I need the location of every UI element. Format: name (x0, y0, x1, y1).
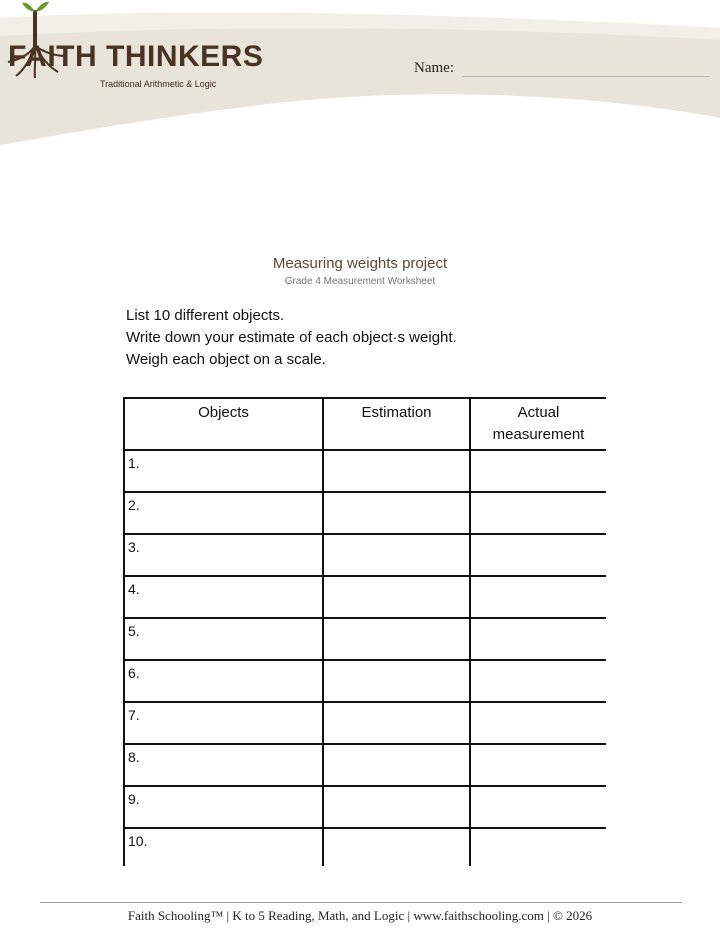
footer-text: Faith Schooling™ | K to 5 Reading, Math, and Logic | www.faithschooling.com | © 2026 (127, 908, 593, 923)
header-actual-measurement: Actual measurement (470, 398, 606, 450)
row-number: 7. (124, 702, 323, 744)
instructions (126, 305, 457, 371)
banner-background (0, 0, 720, 150)
measurement-table (123, 397, 606, 866)
table-row (124, 618, 606, 660)
actual-cell[interactable] (470, 534, 606, 576)
worksheet-title: Measuring weights project (272, 255, 448, 272)
row-number: 3. (124, 534, 323, 576)
table-row (124, 660, 606, 702)
instruction-line: List 10 different objects. (126, 307, 285, 324)
instruction-line: Write down your estimate of each object·s weight. (126, 329, 457, 346)
row-number: 1. (124, 450, 323, 492)
row-number: 2. (124, 492, 323, 534)
actual-cell[interactable] (470, 828, 606, 866)
brand-name: FAITH THINKERS (8, 40, 264, 73)
actual-cell[interactable] (470, 786, 606, 828)
actual-cell[interactable] (470, 450, 606, 492)
estimation-cell[interactable] (323, 786, 470, 828)
estimation-cell[interactable] (323, 450, 470, 492)
table-row (124, 744, 606, 786)
header-banner (0, 0, 720, 150)
table-row (124, 828, 606, 866)
actual-cell[interactable] (470, 702, 606, 744)
instruction-line: Weigh each object on a scale. (126, 351, 326, 368)
estimation-cell[interactable] (323, 576, 470, 618)
estimation-cell[interactable] (323, 828, 470, 866)
actual-cell[interactable] (470, 618, 606, 660)
name-write-line[interactable] (462, 76, 710, 77)
estimation-cell[interactable] (323, 660, 470, 702)
estimation-cell[interactable] (323, 744, 470, 786)
estimation-cell[interactable] (323, 492, 470, 534)
row-number: 10. (124, 828, 323, 866)
table-row (124, 492, 606, 534)
table-row (124, 450, 606, 492)
row-number: 8. (124, 744, 323, 786)
table-header-row (124, 398, 606, 450)
estimation-cell[interactable] (323, 702, 470, 744)
name-label: Name: (414, 60, 454, 76)
row-number: 6. (124, 660, 323, 702)
table-row (124, 534, 606, 576)
estimation-cell[interactable] (323, 618, 470, 660)
actual-cell[interactable] (470, 744, 606, 786)
header-estimation: Estimation (323, 398, 470, 450)
brand-tagline: Traditional Arithmetic & Logic (100, 79, 217, 89)
estimation-cell[interactable] (323, 534, 470, 576)
row-number: 5. (124, 618, 323, 660)
row-number: 4. (124, 576, 323, 618)
worksheet-subtitle: Grade 4 Measurement Worksheet (284, 276, 436, 287)
actual-cell[interactable] (470, 576, 606, 618)
header-objects: Objects (124, 398, 323, 450)
actual-cell[interactable] (470, 492, 606, 534)
table-row (124, 576, 606, 618)
table-row (124, 702, 606, 744)
row-number: 9. (124, 786, 323, 828)
actual-cell[interactable] (470, 660, 606, 702)
table-row (124, 786, 606, 828)
footer-divider (40, 902, 682, 903)
